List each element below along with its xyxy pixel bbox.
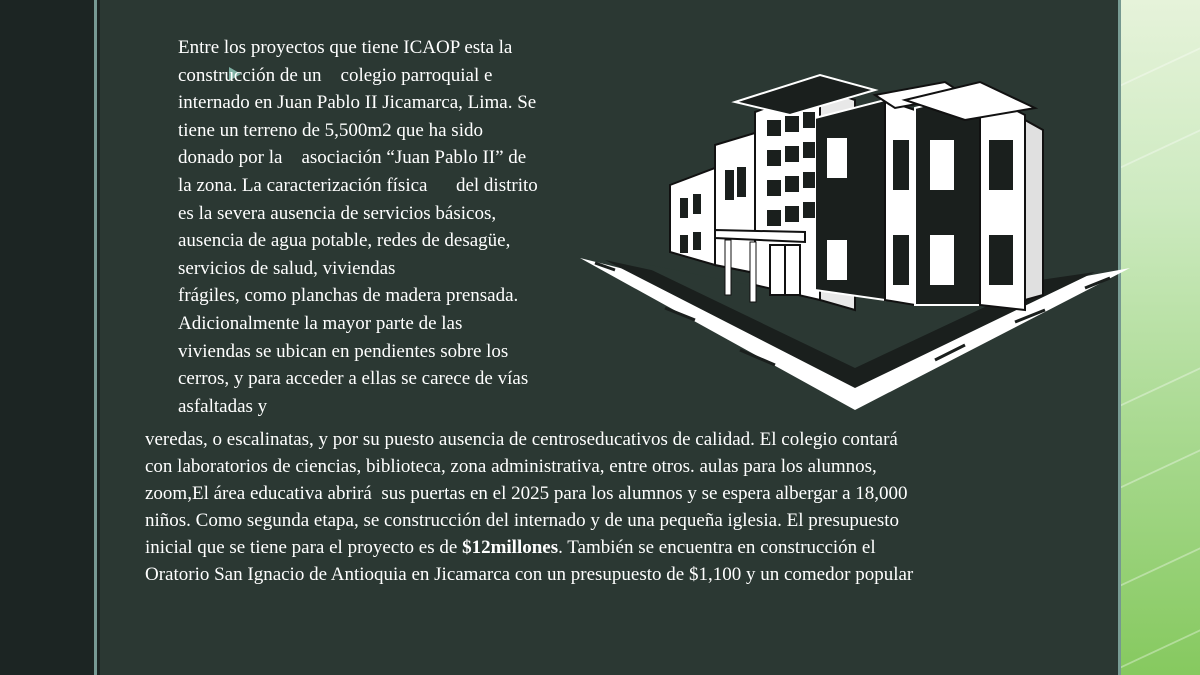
- budget-text-before: inicial que se tiene para el proyecto es de: [145, 537, 463, 558]
- text-line: servicios de salud, viviendas: [178, 257, 396, 279]
- left-margin-band: [0, 0, 100, 675]
- text-line: donado por la asociación “Juan Pablo II” de: [178, 147, 527, 169]
- budget-line: [145, 534, 1120, 561]
- school-building-illustration: [575, 60, 1135, 420]
- text-line: ausencia de agua potable, redes de desagüe,: [178, 230, 511, 252]
- text-line: construcción de un colegio parroquial e: [178, 64, 493, 86]
- text-line: Entre los proyectos que tiene ICAOP esta la: [178, 37, 513, 58]
- text-line: tiene un terreno de 5,500m2 que ha sido: [178, 119, 483, 141]
- left-accent-line: [94, 0, 97, 675]
- text-line: Oratorio San Ignacio de Antioquia en Jicamarca con un presupuesto de $1,100 y un comedor popular: [145, 564, 914, 585]
- text-line: Adicionalmente la mayor parte de las: [178, 312, 463, 334]
- body-paragraph: [145, 426, 1120, 588]
- text-line: niños. Como segunda etapa, se construcción del internado y de una pequeña iglesia. El presupuesto: [145, 510, 899, 531]
- text-line: frágiles, como planchas de madera prensada.: [178, 285, 519, 307]
- decorative-stripe: [1121, 531, 1200, 673]
- budget-amount: $12millones: [462, 537, 559, 558]
- intro-paragraph: [178, 34, 618, 420]
- text-line: con laboratorios de ciencias, biblioteca, zona administrativa, entre otros. aulas para los alumnos,: [145, 456, 877, 477]
- text-line: veredas, o escalinatas, y por su puesto ausencia de centroseducativos de calidad. El colegio contará: [145, 429, 898, 450]
- text-line: asfaltadas y: [178, 395, 268, 417]
- budget-text-after: . También se encuentra en construcción el: [558, 537, 876, 558]
- text-line: viviendas se ubican en pendientes sobre los: [178, 340, 509, 362]
- text-line: es la severa ausencia de servicios básicos,: [178, 202, 497, 224]
- text-line: la zona. La caracterización física del distrito: [178, 174, 538, 196]
- text-line: internado en Juan Pablo II Jicamarca, Lima. Se: [178, 92, 537, 114]
- text-line: cerros, y para acceder a ellas se carece de vías: [178, 368, 529, 390]
- text-line: zoom,El área educativa abrirá sus puertas en el 2025 para los alumnos y se espera albergar a 18,000: [145, 483, 908, 504]
